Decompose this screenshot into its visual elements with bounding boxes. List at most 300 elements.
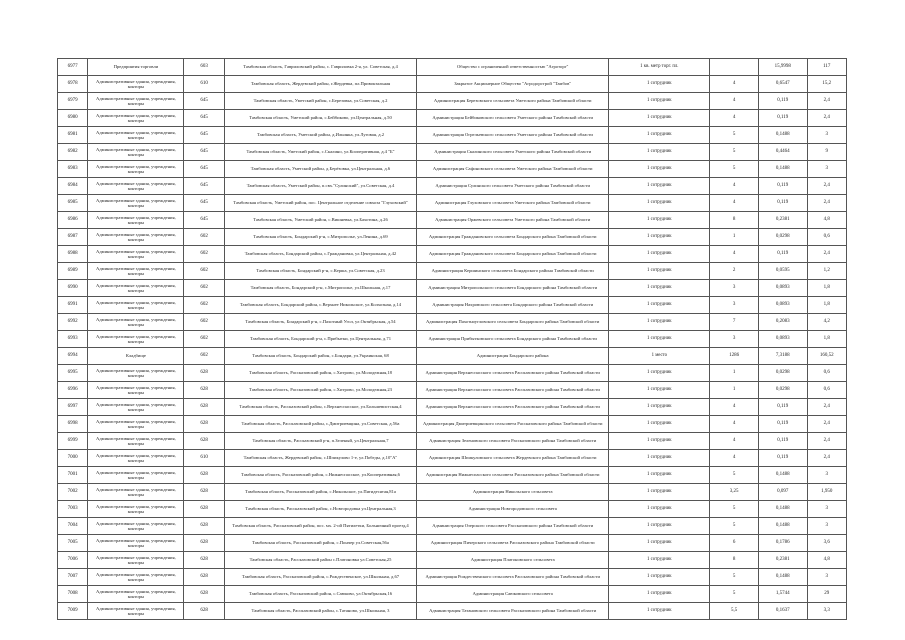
organization-cell: Администрация Сулинского сельсовета Уметского района Тамбовской области [417, 178, 609, 195]
organization-cell: Администрация Глуховского сельсовета Уметского района Тамбовской области [417, 195, 609, 212]
mass-cell: 15,2 [807, 76, 847, 93]
object-type-cell: Административные здания, учреждения, конторы [88, 484, 184, 501]
address-cell: Тамбовская область, Рассказовский район, с.Саюково, ул.Октябрьская,16 [224, 586, 416, 603]
district-code-cell: 645 [184, 93, 224, 110]
volume-cell: 0,097 [758, 484, 807, 501]
mass-cell: 2,4 [807, 450, 847, 467]
mass-cell: 4,2 [807, 314, 847, 331]
district-code-cell: 628 [184, 569, 224, 586]
unit-cell: 1 сотрудник [609, 552, 710, 569]
object-type-cell: Административные здания, учреждения, конторы [88, 280, 184, 297]
quantity-cell: 4 [710, 416, 759, 433]
volume-cell: 0,2381 [758, 552, 807, 569]
object-type-cell: Административные здания, учреждения, конторы [88, 450, 184, 467]
organization-cell: Администрация Митропольского сельсовета Бондарского района Тамбовской области [417, 280, 609, 297]
table-row [58, 569, 847, 586]
district-code-cell: 602 [184, 246, 224, 263]
quantity-cell: 5 [710, 467, 759, 484]
object-type-cell: Административные здания, учреждения, конторы [88, 552, 184, 569]
organization-cell: Администрация Нижнеспасского сельсовета Рассказовского района Тамбовской области [417, 467, 609, 484]
record-id-cell: 7004 [58, 518, 88, 535]
object-type-cell: Административные здания, учреждения, конторы [88, 518, 184, 535]
unit-cell: 1 сотрудник [609, 399, 710, 416]
district-code-cell: 602 [184, 348, 224, 365]
table-row [58, 178, 847, 195]
organization-cell: Администрация Дмитриевщинского сельсовета Рассказовского района Тамбовской области [417, 416, 609, 433]
record-id-cell: 6989 [58, 263, 88, 280]
record-id-cell: 7007 [58, 569, 88, 586]
record-id-cell: 6994 [58, 348, 88, 365]
unit-cell: 1 сотрудник [609, 263, 710, 280]
mass-cell: 3 [807, 161, 847, 178]
address-cell: Тамбовская область, Уметский район, с.Скалино, ул.Кооперативная, д.4 "Б" [224, 144, 416, 161]
unit-cell: 1 сотрудник [609, 93, 710, 110]
address-cell: Тамбовская область, Рассказовский район, с.Дмитриевщина, ул.Советская, д.56а [224, 416, 416, 433]
mass-cell: 117 [807, 59, 847, 76]
record-id-cell: 6982 [58, 144, 88, 161]
organization-cell: Администрация Саюковского сельсовета [417, 586, 609, 603]
unit-cell: 1 сотрудник [609, 467, 710, 484]
table-row [58, 416, 847, 433]
volume-cell: 0,119 [758, 450, 807, 467]
table-row [58, 280, 847, 297]
organization-cell: Администрация Верхнеспасского сельсовета Рассказовского района Тамбовской области [417, 399, 609, 416]
record-id-cell: 7009 [58, 603, 88, 620]
quantity-cell: 1 [710, 382, 759, 399]
organization-cell: Администрация Никольского сельсовета [417, 484, 609, 501]
district-code-cell: 628 [184, 518, 224, 535]
mass-cell: 2,4 [807, 399, 847, 416]
quantity-cell: 5 [710, 161, 759, 178]
mass-cell: 2,4 [807, 178, 847, 195]
organization-cell: Администрация Прибытковского сельсовета Бондарского района Тамбовской области [417, 331, 609, 348]
volume-cell: 0,1488 [758, 467, 807, 484]
organization-cell: Администрация Пичерского сельсовета Рассказовского района Тамбовской области [417, 535, 609, 552]
record-id-cell: 7003 [58, 501, 88, 518]
district-code-cell: 602 [184, 280, 224, 297]
unit-cell: 1 место [609, 348, 710, 365]
address-cell: Тамбовская область, Бондарский район, с.Бондари, ул.Украинская, 68 [224, 348, 416, 365]
object-type-cell: Административные здания, учреждения, конторы [88, 93, 184, 110]
address-cell: Тамбовская область, Рассказовский район, с.Хитрово, ул.Молодежная,18 [224, 365, 416, 382]
quantity-cell: 5 [710, 501, 759, 518]
table-row [58, 331, 847, 348]
unit-cell: 1 сотрудник [609, 161, 710, 178]
volume-cell: 0,0893 [758, 297, 807, 314]
record-id-cell: 7001 [58, 467, 88, 484]
unit-cell: 1 сотрудник [609, 433, 710, 450]
mass-cell: 29 [807, 586, 847, 603]
volume-cell: 0,0298 [758, 365, 807, 382]
organization-cell: Администрация Озерского сельсовета Рассказовского района Тамбовской области [417, 518, 609, 535]
record-id-cell: 7005 [58, 535, 88, 552]
object-type-cell: Административные здания, учреждения, конторы [88, 178, 184, 195]
object-type-cell: Предприятия торговли [88, 59, 184, 76]
unit-cell: 1 сотрудник [609, 195, 710, 212]
address-cell: Тамбовская область, Уметский район, п.свх."Сулинский", ул.Советская, д.4 [224, 178, 416, 195]
quantity-cell: 1 [710, 229, 759, 246]
district-code-cell: 645 [184, 178, 224, 195]
unit-cell: 1 сотрудник [609, 331, 710, 348]
unit-cell: 1 сотрудник [609, 246, 710, 263]
organization-cell: Общество с ограниченной ответственностью "Агроторг" [417, 59, 609, 76]
unit-cell: 1 сотрудник [609, 586, 710, 603]
record-id-cell: 6987 [58, 229, 88, 246]
object-type-cell: Административные здания, учреждения, конторы [88, 586, 184, 603]
district-code-cell: 602 [184, 263, 224, 280]
organization-cell: Администрация Бейбиковского сельсовета Уметского района Тамбовской области [417, 110, 609, 127]
table-row [58, 59, 847, 76]
registry-sheet [57, 58, 847, 620]
address-cell: Тамбовская область, Бондарский р-н, с.Митрополье, ул.Ленина, д.69 [224, 229, 416, 246]
record-id-cell: 6995 [58, 365, 88, 382]
unit-cell: 1 сотрудник [609, 297, 710, 314]
volume-cell: 0,119 [758, 93, 807, 110]
district-code-cell: 610 [184, 450, 224, 467]
table-row [58, 110, 847, 127]
district-code-cell: 628 [184, 484, 224, 501]
object-type-cell: Административные здания, учреждения, конторы [88, 467, 184, 484]
address-cell: Тамбовская область, Рассказовский район, пос. мх. 2-ой Пятилетки, Больничный проезд,4 [224, 518, 416, 535]
quantity-cell: 4 [710, 178, 759, 195]
quantity-cell: 4 [710, 246, 759, 263]
record-id-cell: 6991 [58, 297, 88, 314]
unit-cell: 1 сотрудник [609, 110, 710, 127]
mass-cell: 3 [807, 501, 847, 518]
district-code-cell: 628 [184, 535, 224, 552]
quantity-cell: 1286 [710, 348, 759, 365]
district-code-cell: 628 [184, 586, 224, 603]
object-type-cell: Административные здания, учреждения, конторы [88, 569, 184, 586]
organization-cell: Администрация Рождественского сельсовета Рассказовского района Тамбовской области [417, 569, 609, 586]
quantity-cell: 5 [710, 586, 759, 603]
unit-cell: 1 сотрудник [609, 603, 710, 620]
organization-cell: Администрация Оржевского сельсовета Уметского района Тамбовской области [417, 212, 609, 229]
district-code-cell: 645 [184, 144, 224, 161]
table-row [58, 518, 847, 535]
address-cell: Тамбовская область, Бондарский район, с.Верхнее Никольское, ул.Колхозная, д.14 [224, 297, 416, 314]
mass-cell: 4,8 [807, 212, 847, 229]
volume-cell: 0,2083 [758, 314, 807, 331]
organization-cell: Администрация Нахровского сельсовета Бондарского района Тамбовской области [417, 297, 609, 314]
mass-cell: 2,4 [807, 246, 847, 263]
district-code-cell: 602 [184, 331, 224, 348]
unit-cell: 1 сотрудник [609, 416, 710, 433]
address-cell: Тамбовская область, Уметский район, пос. Центральное отделение совхоза "Глуховский" [224, 195, 416, 212]
record-id-cell: 7002 [58, 484, 88, 501]
address-cell: Тамбовская область, Рассказовский район, с.Нижнеспасское, ул.Кооперативная,6 [224, 467, 416, 484]
volume-cell: 0,0595 [758, 263, 807, 280]
mass-cell: 2,4 [807, 110, 847, 127]
volume-cell: 0,1488 [758, 518, 807, 535]
quantity-cell: 8 [710, 212, 759, 229]
record-id-cell: 6980 [58, 110, 88, 127]
volume-cell: 0,119 [758, 178, 807, 195]
address-cell: Тамбовская область, Уметский район, с.Вишневка, ул.Бахотина, д.26 [224, 212, 416, 229]
volume-cell: 0,119 [758, 246, 807, 263]
quantity-cell: 5 [710, 569, 759, 586]
volume-cell: 0,0893 [758, 331, 807, 348]
quantity-cell: 5 [710, 127, 759, 144]
table-body [58, 59, 847, 620]
unit-cell: 1 сотрудник [609, 365, 710, 382]
quantity-cell: 4 [710, 399, 759, 416]
table-row [58, 297, 847, 314]
quantity-cell: 8 [710, 552, 759, 569]
table-row [58, 484, 847, 501]
volume-cell: 0,119 [758, 433, 807, 450]
district-code-cell: 603 [184, 59, 224, 76]
district-code-cell: 645 [184, 161, 224, 178]
quantity-cell: 3,25 [710, 484, 759, 501]
organization-cell: Администрация Бондарского района [417, 348, 609, 365]
unit-cell: 1 сотрудник [609, 127, 710, 144]
unit-cell: 1 сотрудник [609, 178, 710, 195]
record-id-cell: 7006 [58, 552, 88, 569]
address-cell: Тамбовская область, Рассказовский район, с.Пончер ул.Советская,56а [224, 535, 416, 552]
organization-cell: Администрация Верхнеспасского сельсовета Рассказовского района Тамбовской области [417, 382, 609, 399]
organization-cell: Администрация Пахотноугловского сельсовета Бондарского района Тамбовской области [417, 314, 609, 331]
table-row [58, 382, 847, 399]
record-id-cell: 6977 [58, 59, 88, 76]
mass-cell: 1,2 [807, 263, 847, 280]
object-type-cell: Административные здания, учреждения, конторы [88, 246, 184, 263]
object-type-cell: Административные здания, учреждения, конторы [88, 331, 184, 348]
mass-cell: 1,8 [807, 331, 847, 348]
volume-cell: 0,119 [758, 399, 807, 416]
volume-cell: 0,119 [758, 416, 807, 433]
address-cell: Тамбовская область, Бондарский район, с.Граждановка, ул.Центральная, д.42 [224, 246, 416, 263]
mass-cell: 1,8 [807, 280, 847, 297]
district-code-cell: 602 [184, 314, 224, 331]
object-type-cell: Административные здания, учреждения, конторы [88, 365, 184, 382]
address-cell: Тамбовская область, Рассказовский район, с.Новгородовка ул.Центральная,3 [224, 501, 416, 518]
table-row [58, 76, 847, 93]
organization-cell: Администрация Кершинского сельсовета Бондарского района Тамбовской области [417, 263, 609, 280]
table-row [58, 365, 847, 382]
volume-cell: 0,0298 [758, 229, 807, 246]
quantity-cell: 2 [710, 263, 759, 280]
quantity-cell: 5,5 [710, 603, 759, 620]
quantity-cell: 3 [710, 297, 759, 314]
object-type-cell: Административные здания, учреждения, конторы [88, 433, 184, 450]
volume-cell: 0,1488 [758, 569, 807, 586]
volume-cell: 0,0298 [758, 382, 807, 399]
district-code-cell: 628 [184, 467, 224, 484]
object-type-cell: Административные здания, учреждения, конторы [88, 229, 184, 246]
address-cell: Тамбовская область, Жердевский район, с.Шпикулово 1-е, ул.Победы, д.10"А" [224, 450, 416, 467]
record-id-cell: 7000 [58, 450, 88, 467]
table-row [58, 450, 847, 467]
quantity-cell: 4 [710, 110, 759, 127]
volume-cell: 0,1637 [758, 603, 807, 620]
organization-cell: Администрация Платоновского сельсовета [417, 552, 609, 569]
table-row [58, 314, 847, 331]
object-type-cell: Административные здания, учреждения, конторы [88, 144, 184, 161]
district-code-cell: 645 [184, 127, 224, 144]
record-id-cell: 6998 [58, 416, 88, 433]
object-type-cell: Административные здания, учреждения, конторы [88, 127, 184, 144]
table-row [58, 433, 847, 450]
unit-cell: 1 сотрудник [609, 484, 710, 501]
table-row [58, 535, 847, 552]
table-row [58, 212, 847, 229]
record-id-cell: 6988 [58, 246, 88, 263]
address-cell: Тамбовская область, Бондарский р-н, с.Митрополье, ул.Школьная, д.17 [224, 280, 416, 297]
mass-cell: 3 [807, 127, 847, 144]
district-code-cell: 628 [184, 552, 224, 569]
table-row [58, 501, 847, 518]
object-type-cell: Административные здания, учреждения, конторы [88, 161, 184, 178]
volume-cell: 0,4464 [758, 144, 807, 161]
organization-cell: Администрация Шпикуловского сельсовета Жердевского района Тамбовской области [417, 450, 609, 467]
unit-cell: 1 кв. метр торг. пл. [609, 59, 710, 76]
district-code-cell: 645 [184, 212, 224, 229]
organization-cell: Администрация Огрельевского сельсовета Уметского района Тамбовской области [417, 127, 609, 144]
volume-cell: 0,1488 [758, 501, 807, 518]
organization-cell: Администрация Верхнеспасского сельсовета Рассказовского района Тамбовской области [417, 365, 609, 382]
district-code-cell: 602 [184, 229, 224, 246]
quantity-cell: 4 [710, 433, 759, 450]
table-row [58, 246, 847, 263]
address-cell: Тамбовская область, Рассказовский район, с.Хитрово, ул.Молодежная,23 [224, 382, 416, 399]
record-id-cell: 6999 [58, 433, 88, 450]
unit-cell: 1 сотрудник [609, 212, 710, 229]
object-type-cell: Административные здания, учреждения, конторы [88, 535, 184, 552]
quantity-cell: 3 [710, 280, 759, 297]
district-code-cell: 628 [184, 416, 224, 433]
district-code-cell: 628 [184, 399, 224, 416]
object-type-cell: Административные здания, учреждения, конторы [88, 195, 184, 212]
mass-cell: 1,8 [807, 297, 847, 314]
volume-cell: 15,9998 [758, 59, 807, 76]
object-type-cell: Административные здания, учреждения, конторы [88, 110, 184, 127]
quantity-cell: 3 [710, 331, 759, 348]
address-cell: Тамбовская область, Рассказовский район, с.Рождественское, ул.Школьная, д.67 [224, 569, 416, 586]
volume-cell: 0,6547 [758, 76, 807, 93]
quantity-cell: 5 [710, 144, 759, 161]
unit-cell: 1 сотрудник [609, 382, 710, 399]
mass-cell: 160,52 [807, 348, 847, 365]
object-type-cell: Административные здания, учреждения, конторы [88, 297, 184, 314]
record-id-cell: 6992 [58, 314, 88, 331]
address-cell: Тамбовская область, Рассказовский р-н, п.Зеленый, ул.Центральная,7 [224, 433, 416, 450]
table-row [58, 195, 847, 212]
organization-cell: Администрация Зеленовского сельсовета Рассказовского района Тамбовской области [417, 433, 609, 450]
address-cell: Тамбовская область, Рассказовский район с.Платоновка ул.Советская,25 [224, 552, 416, 569]
mass-cell: 2,4 [807, 433, 847, 450]
mass-cell: 4,8 [807, 552, 847, 569]
record-id-cell: 6981 [58, 127, 88, 144]
record-id-cell: 6979 [58, 93, 88, 110]
organization-cell: Администрация Скалинского сельсовета Уметского района Тамбовской области [417, 144, 609, 161]
mass-cell: 2,4 [807, 93, 847, 110]
unit-cell: 1 сотрудник [609, 450, 710, 467]
record-id-cell: 6978 [58, 76, 88, 93]
quantity-cell: 4 [710, 76, 759, 93]
address-cell: Тамбовская область, Рассказовский район, с.Татаново, ул.Школьная, 3 [224, 603, 416, 620]
mass-cell: 3 [807, 518, 847, 535]
organization-cell: Администрация Граждановского сельсовета Бондарского района Тамбовской области [417, 229, 609, 246]
organization-cell: Закрытое Акционерное Общество "Агродорстрой "Тамбов" [417, 76, 609, 93]
volume-cell: 7,3188 [758, 348, 807, 365]
address-cell: Тамбовская область, Жердевский район, г.Жердевка, пл.Привокзальная [224, 76, 416, 93]
district-code-cell: 645 [184, 110, 224, 127]
object-type-cell: Административные здания, учреждения, конторы [88, 399, 184, 416]
district-code-cell: 628 [184, 365, 224, 382]
object-type-cell: Административные здания, учреждения, конторы [88, 501, 184, 518]
unit-cell: 1 сотрудник [609, 314, 710, 331]
organization-cell: Администрация Сафоновского сельсовета Уметского района Тамбовской области [417, 161, 609, 178]
mass-cell: 0,6 [807, 229, 847, 246]
registry-table [57, 58, 847, 620]
mass-cell: 3 [807, 569, 847, 586]
quantity-cell: 4 [710, 195, 759, 212]
address-cell: Тамбовская область, Бондарский р-н, с.Пахотный Угол, ул.Октябрьская, д.54 [224, 314, 416, 331]
address-cell: Тамбовская область, Уметский район, с.Бейбиково, ул.Центральная, д.50 [224, 110, 416, 127]
record-id-cell: 6990 [58, 280, 88, 297]
unit-cell: 1 сотрудник [609, 76, 710, 93]
mass-cell: 2,4 [807, 195, 847, 212]
unit-cell: 1 сотрудник [609, 518, 710, 535]
quantity-cell: 6 [710, 535, 759, 552]
organization-cell: Администрация Березовского сельсовета Уметского района Тамбовской области [417, 93, 609, 110]
mass-cell: 2,4 [807, 416, 847, 433]
address-cell: Тамбовская область, Уметский район, с.Березовка, ул.Советская, д.2 [224, 93, 416, 110]
mass-cell: 0,6 [807, 365, 847, 382]
table-row [58, 144, 847, 161]
address-cell: Тамбовская область, Гавриловский район, с. Гавриловка 2-я, ул. Советская, д.4 [224, 59, 416, 76]
record-id-cell: 6985 [58, 195, 88, 212]
quantity-cell: 7 [710, 314, 759, 331]
address-cell: Тамбовская область, Бондарский р-н, с.Прибытки, ул.Центральная, д.71 [224, 331, 416, 348]
district-code-cell: 645 [184, 195, 224, 212]
object-type-cell: Административные здания, учреждения, конторы [88, 416, 184, 433]
mass-cell: 3,6 [807, 535, 847, 552]
table-row [58, 586, 847, 603]
quantity-cell [710, 59, 759, 76]
record-id-cell: 7008 [58, 586, 88, 603]
address-cell: Тамбовская область, Уметский район, д.Ильинка, ул.Луговая, д.2 [224, 127, 416, 144]
district-code-cell: 610 [184, 76, 224, 93]
object-type-cell: Административные здания, учреждения, конторы [88, 603, 184, 620]
unit-cell: 1 сотрудник [609, 535, 710, 552]
mass-cell: 3,3 [807, 603, 847, 620]
volume-cell: 0,1488 [758, 161, 807, 178]
quantity-cell: 1 [710, 365, 759, 382]
quantity-cell: 4 [710, 93, 759, 110]
quantity-cell: 5 [710, 518, 759, 535]
table-row [58, 229, 847, 246]
object-type-cell: Кладбище [88, 348, 184, 365]
organization-cell: Администрация Новгородовского сельсовета [417, 501, 609, 518]
table-row [58, 161, 847, 178]
district-code-cell: 602 [184, 297, 224, 314]
mass-cell: 0,6 [807, 382, 847, 399]
volume-cell: 0,1786 [758, 535, 807, 552]
address-cell: Тамбовская область, Уметский район, д.Берёзовка, ул.Центральная, д.6 [224, 161, 416, 178]
unit-cell: 1 сотрудник [609, 280, 710, 297]
organization-cell: Администрация Граждановского сельсовета Бондарского района Тамбовской области [417, 246, 609, 263]
unit-cell: 1 сотрудник [609, 229, 710, 246]
district-code-cell: 628 [184, 501, 224, 518]
object-type-cell: Административные здания, учреждения, конторы [88, 76, 184, 93]
object-type-cell: Административные здания, учреждения, конторы [88, 382, 184, 399]
district-code-cell: 628 [184, 433, 224, 450]
district-code-cell: 628 [184, 603, 224, 620]
table-row [58, 348, 847, 365]
address-cell: Тамбовская область, Рассказовский район, с.Верхнеспасское, ул.Большевистская,4 [224, 399, 416, 416]
